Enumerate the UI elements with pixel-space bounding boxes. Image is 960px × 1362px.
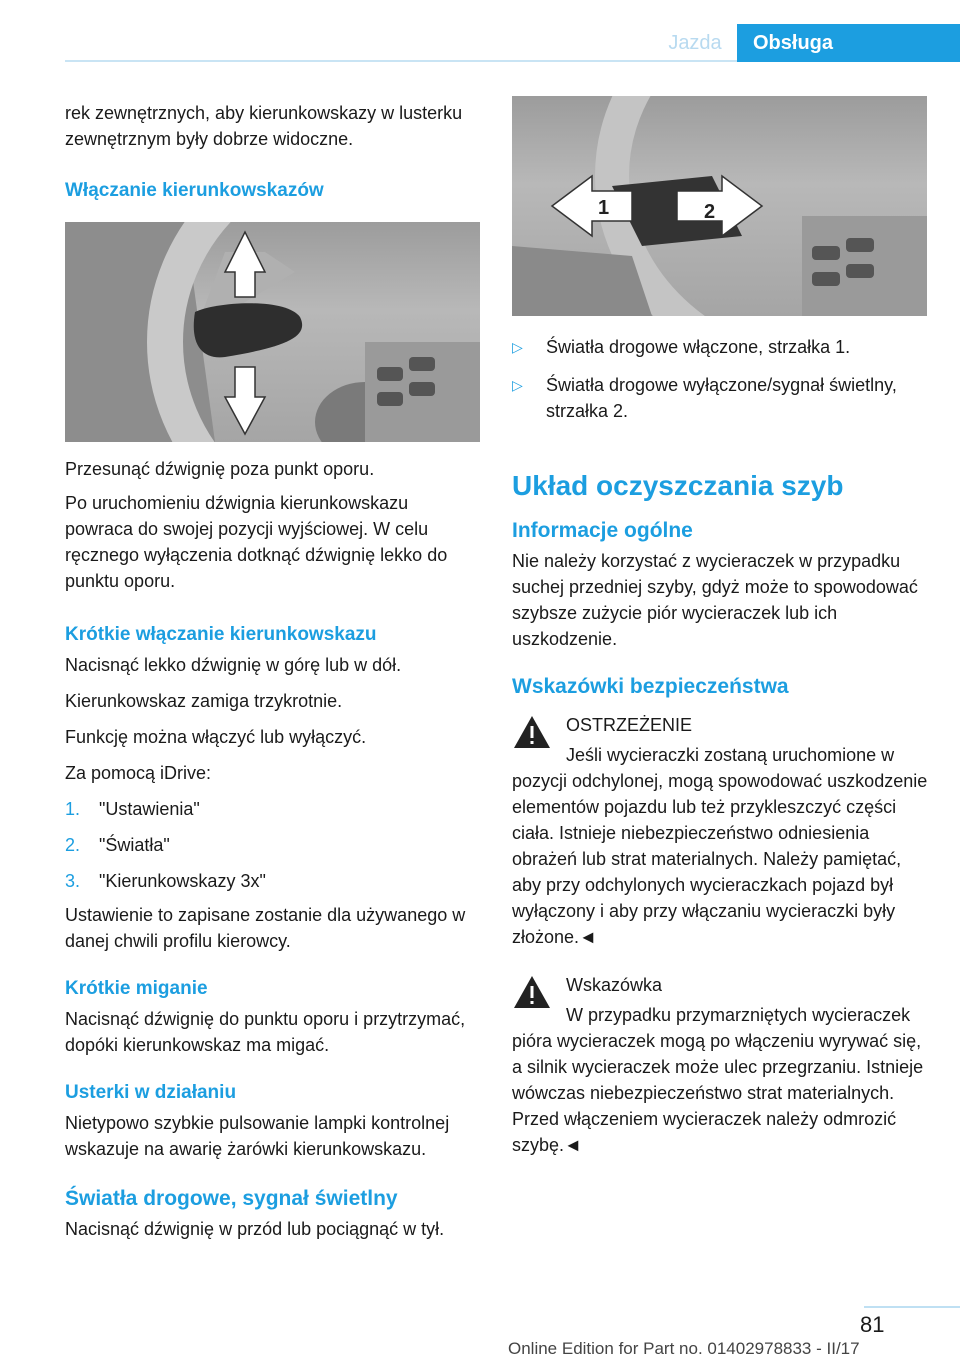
bullet-triangle-icon: ▷	[512, 339, 523, 355]
bullet-triangle-icon: ▷	[512, 377, 523, 393]
heading-krotkie-miganie: Krótkie miganie	[65, 978, 208, 999]
heading-informacje-ogolne: Informacje ogólne	[512, 519, 693, 542]
warning-text: Jeśli wycieraczki zostaną uruchomione w pozycji odchylonej, mogą spowodować uszkodzenie elementów pojazdu lub też przykleszczyć części ciała. Istnieje niebezpieczeństwo odniesienia obrażeń lub strat materialnych. Należy pamiętać, aby przy odchylonych wycieraczkach pojazd był wyłączony i aby przy włączaniu wycieraczki były złożone.◄	[512, 745, 928, 947]
warning-block	[512, 712, 932, 950]
section-tab-jazda[interactable]: Jazda	[668, 32, 722, 54]
high-beam-list	[512, 334, 932, 424]
warning-triangle-icon	[512, 714, 552, 750]
left-column	[65, 100, 480, 1242]
list-item: 1. "Ustawienia"	[65, 799, 200, 819]
arrow-label-1: 1	[598, 197, 610, 219]
turn-signal-lever-photo	[65, 222, 480, 442]
list-item: 2. "Światła"	[65, 835, 170, 855]
end-mark-icon: ◄	[564, 1135, 582, 1155]
right-column	[512, 100, 932, 1158]
footer-rule	[864, 1306, 960, 1308]
heading-wskazowki-bezpieczenstwa: Wskazówki bezpieczeństwa	[512, 675, 789, 698]
idrive-steps	[65, 796, 480, 894]
heading-usterki: Usterki w działaniu	[65, 1082, 237, 1103]
heading-krotkie-wlaczanie: Krótkie włączanie kierunkowskazu	[65, 624, 377, 645]
section-tab-obsluga[interactable]: Obsługa	[737, 24, 960, 62]
end-mark-icon: ◄	[579, 927, 597, 947]
text-zamiga: Kierunkowskaz zamiga trzykrotnie.	[65, 691, 343, 711]
warning-triangle-icon	[512, 974, 552, 1010]
page-number: 81	[860, 1312, 885, 1337]
text-po-uruchomieniu: Po uruchomieniu dźwignia kierunkowskazu powraca do swojej pozycji wyjściowej. W celu ręcznego wyłączenia dotknąć dźwignię lekko do punktu oporu.	[65, 493, 448, 591]
heading-wlaczanie-kierunkowskazow: Włączanie kierunkowskazów	[65, 180, 324, 201]
note-block	[512, 972, 932, 1158]
text-informacje: Nie należy korzystać z wycieraczek w przypadku suchej przedniej szyby, gdyż może to spowodować szybsze zużycie piór wycieraczek lub ich uszkodzenie.	[512, 551, 918, 649]
note-title: Wskazówka	[566, 975, 663, 995]
heading-swiatla-drogowe: Światła drogowe, sygnał świetlny	[65, 1187, 398, 1210]
text-przesunac: Przesunąć dźwignię poza punkt oporu.	[65, 459, 375, 479]
edition-footer: Online Edition for Part no. 01402978833 - II/17	[508, 1339, 860, 1358]
text-idrive: Za pomocą iDrive:	[65, 763, 212, 783]
note-text: W przypadku przymarzniętych wycieraczek pióra wycieraczek mogą po włączeniu wyrywać się, a silnik wycieraczek może ulec przegrzaniu. Istnieje wówczas niebezpieczeństwo strat materialnych. Przed włączeniem wycieraczek należy odmrozić szybę.◄	[512, 1005, 924, 1155]
list-item: 3. "Kierunkowskazy 3x"	[65, 871, 266, 891]
heading-uklad-oczyszczania: Układ oczyszczania szyb	[512, 470, 844, 501]
text-funkcje: Funkcję można włączyć lub wyłączyć.	[65, 727, 367, 747]
intro-text: rek zewnętrznych, aby kierunkowskazy w lusterku zewnętrznym były dobrze widoczne.	[65, 103, 463, 149]
text-miganie: Nacisnąć dźwignię do punktu oporu i przytrzymać, dopóki kierunkowskaz ma migać.	[65, 1009, 466, 1055]
text-swiatla: Nacisnąć dźwignię w przód lub pociągnąć w tył.	[65, 1219, 445, 1239]
list-item: ▷ Światła drogowe włączone, strzałka 1.	[512, 334, 932, 360]
arrow-label-2: 2	[704, 201, 716, 223]
high-beam-lever-photo	[512, 96, 927, 316]
list-item: ▷ Światła drogowe wyłączone/sygnał świetlny, strzałka 2.	[512, 372, 932, 424]
warning-title: OSTRZEŻENIE	[566, 715, 693, 735]
text-ustawienie: Ustawienie to zapisane zostanie dla używanego w danej chwili profilu kierowcy.	[65, 905, 466, 951]
text-usterki: Nietypowo szybkie pulsowanie lampki kontrolnej wskazuje na awarię żarówki kierunkowskazu.	[65, 1113, 450, 1159]
text-nacisnac-lekko: Nacisnąć lekko dźwignię w górę lub w dół.	[65, 655, 402, 675]
